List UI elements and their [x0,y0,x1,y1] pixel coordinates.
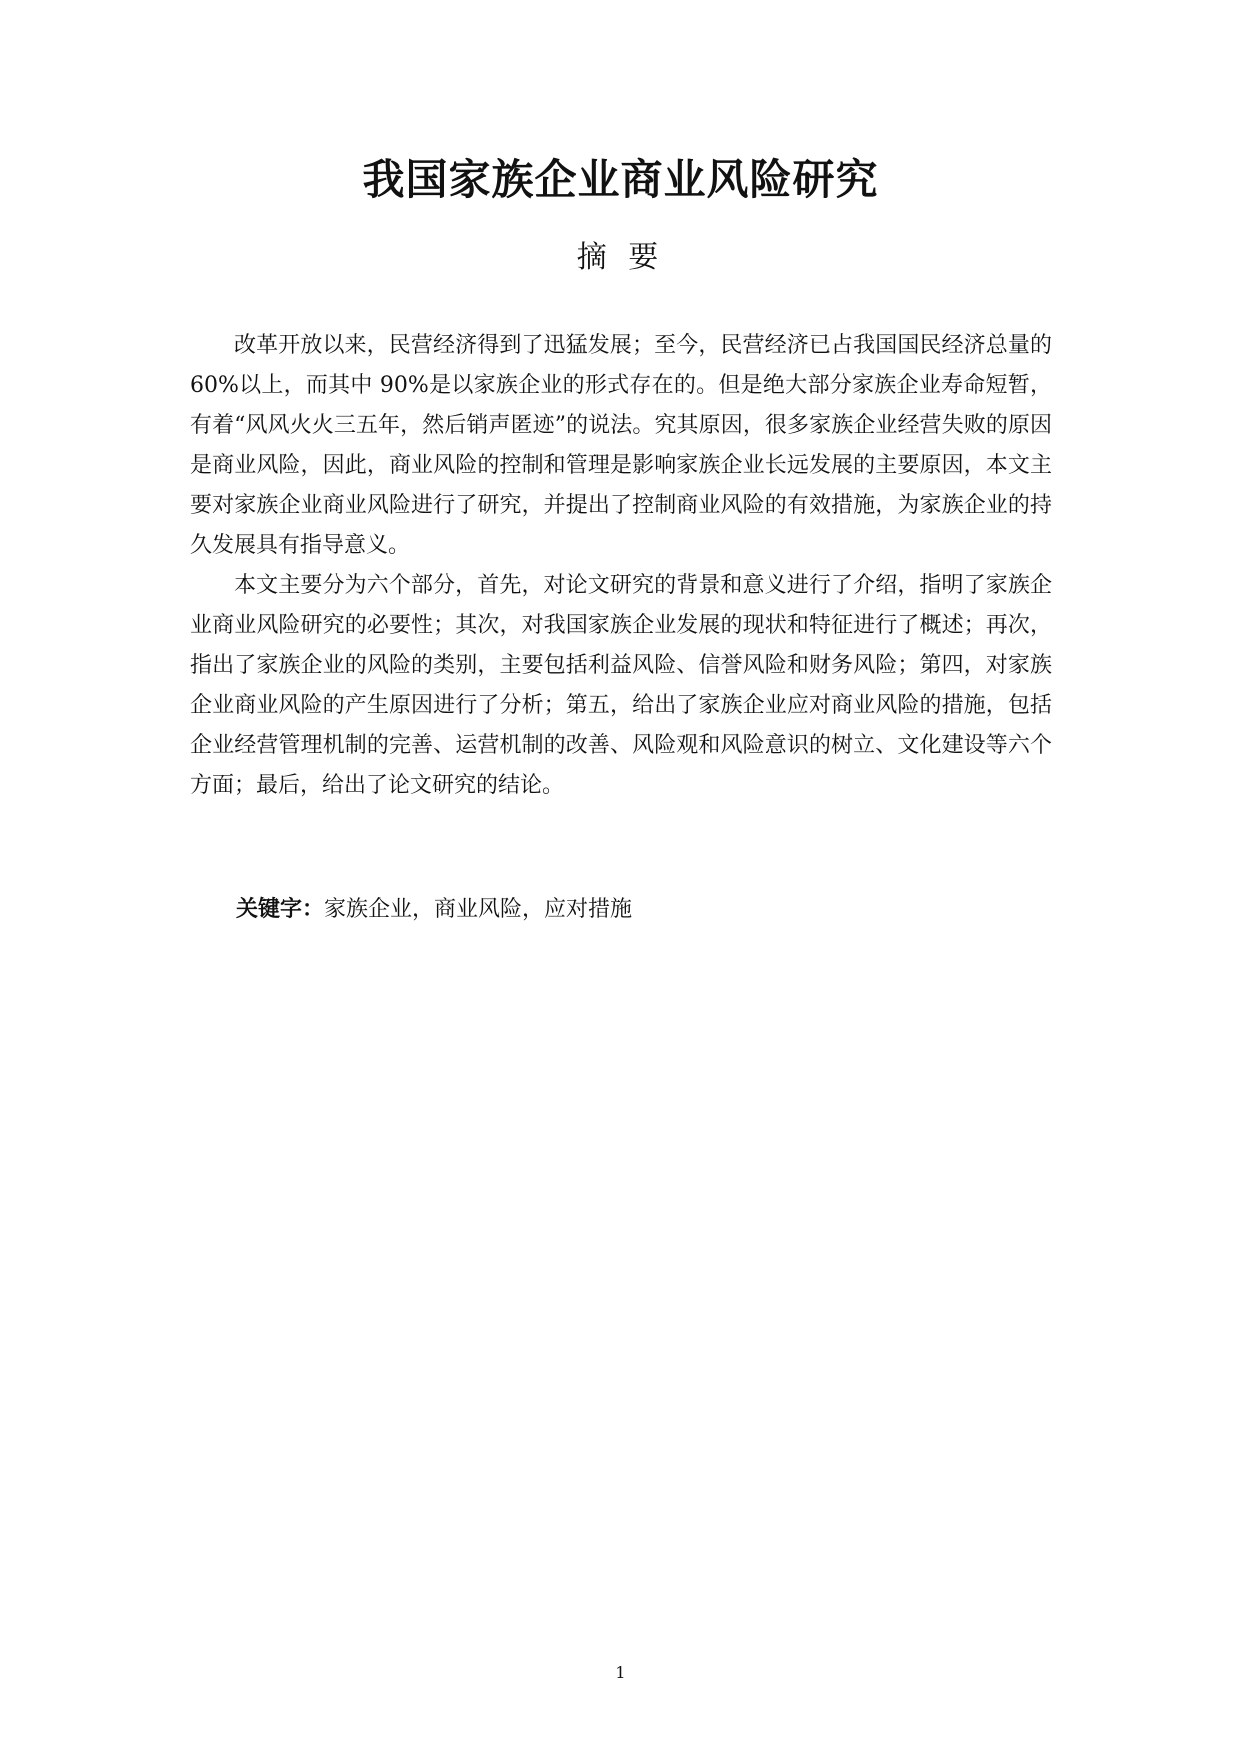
keywords-label: 关键字： [236,897,325,922]
abstract-heading: 摘 要 [576,240,665,275]
page-number: 1 [615,1663,626,1682]
keywords-line [236,890,1036,930]
keywords-value: 家族企业，商业风险，应对措施 [324,897,633,922]
abstract-paragraph-1: 改革开放以来，民营经济得到了迅猛发展；至今，民营经济已占我国国民经济总量的 60%以上，而其中 90%是以家族企业的形式存在的。但是绝大部分家族企业寿命短暂，有着“风风火火三五年，然后销声匿迹”的说法。究其原因，很多家族企业经营失败的原因是商业风险，因此，商业风险的控制和管理是影响家族企业长远发展的主要原因，本文主要对家族企业商业风险进行了研究，并提出了控制商业风险的有效措施，为家族企业的持久发展具有指导意义。 [190,333,1052,558]
abstract-paragraph-2: 本文主要分为六个部分，首先，对论文研究的背景和意义进行了介绍，指明了家族企业商业风险研究的必要性；其次，对我国家族企业发展的现状和特征进行了概述；再次，指出了家族企业的风险的类别，主要包括利益风险、信誉风险和财务风险；第四，对家族企业商业风险的产生原因进行了分析；第五，给出了家族企业应对商业风险的措施，包括企业经营管理机制的完善、运营机制的改善、风险观和风险意识的树立、文化建设等六个方面；最后，给出了论文研究的结论。 [190,573,1052,798]
abstract-body [190,326,1052,806]
document-title: 我国家族企业商业风险研究 [362,155,879,204]
